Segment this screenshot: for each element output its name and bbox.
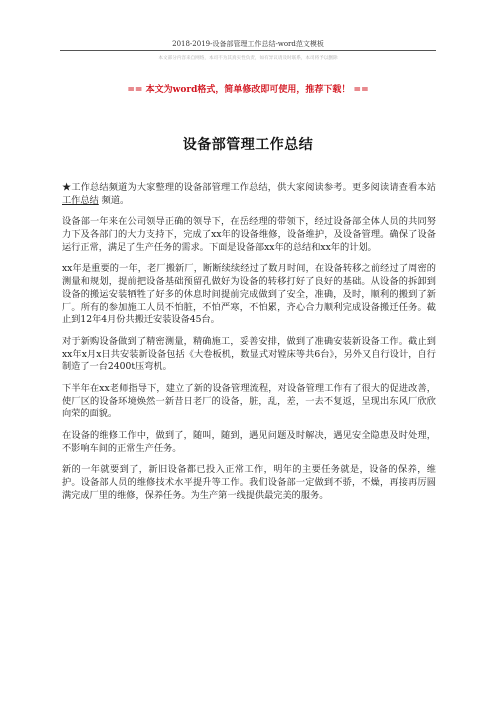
body-paragraph: xx年是重要的一年，老厂搬新厂，断断续续经过了数月时间，在设备转移之前经过了周密的测量和规划，提前把设备基础预留孔做好为设备的转移打好了良好的基础。从设备的拆卸到设备的搬运安装牺牲了好多的休息时间提前完成做到了安全，准确，及时，顺利的搬到了新厂。所有的参加施工人员不怕脏，不怕严寒，不怕累，齐心合力顺利完成设备搬迁任务。截止到12年4月份共搬迁安装设备45台。 (62, 263, 436, 326)
header-disclaimer: 本文部分内容来自网络，本司不为其真实性负责，如有异议请及时联系，本司将予以删除 (158, 56, 338, 61)
body-paragraph: 下半年在xx老师指导下，建立了新的设备管理流程，对设备管理工作有了很大的促进改善，使厂区的设备环境焕然一新昔日老厂的设备，脏，乱，差，一去不复返，呈现出东风厂欣欣向荣的面貌。 (62, 382, 436, 420)
body-paragraph: 设备部一年来在公司领导正确的领导下，在岳经理的带领下，经过设备部全体人员的共同努力下及各部门的大力支持下，完成了xx年的设备维修，设备维护，及设备管理。确保了设备运行正常，满足了生产任务的需求。下面是设备部xx年的总结和xx年的计划。 (62, 216, 436, 253)
intro-text-after: 频道。 (98, 194, 130, 206)
document-body (62, 182, 436, 511)
intro-text-before: ★工作总结频道为大家整理的设备部管理工作总结，供大家阅读参考。更多阅读请查看本站 (62, 182, 436, 193)
document-title: 设备部管理工作总结 (182, 137, 314, 153)
word-format-banner: == 本文为word格式，简单修改即可使用，推荐下载！ == (127, 85, 369, 95)
work-summary-channel-link[interactable]: 工作总结 (62, 194, 99, 206)
header-divider (60, 50, 436, 51)
intro-paragraph (62, 182, 436, 208)
body-paragraph: 在设备的维修工作中，做到了，随叫，随到，遇见问题及时解决，遇见安全隐患及时处理，不影响车间的正常生产任务。 (62, 429, 436, 454)
body-paragraph: 对于新购设备做到了精密测量，精确施工，妥善安排，做到了准确安装新设备工作。截止到xx年x月x日共安装新设备包括《大卷板机，数显式对镗床等共6台》，另外又自行设计，自行制造了一台2400t压弯机。 (62, 335, 436, 373)
page-header-title: 2018-2019-设备部管理工作总结-word范文模板 (172, 40, 324, 48)
body-paragraph: 新的一年就要到了，新旧设备都已投入正常工作，明年的主要任务就是，设备的保养，维护。设备部人员的维修技术水平提升等工作。我们设备部一定做到不骄，不燥，再接再厉圆满完成厂里的维修，保养任务。为生产第一线提供最完美的服务。 (62, 463, 436, 501)
